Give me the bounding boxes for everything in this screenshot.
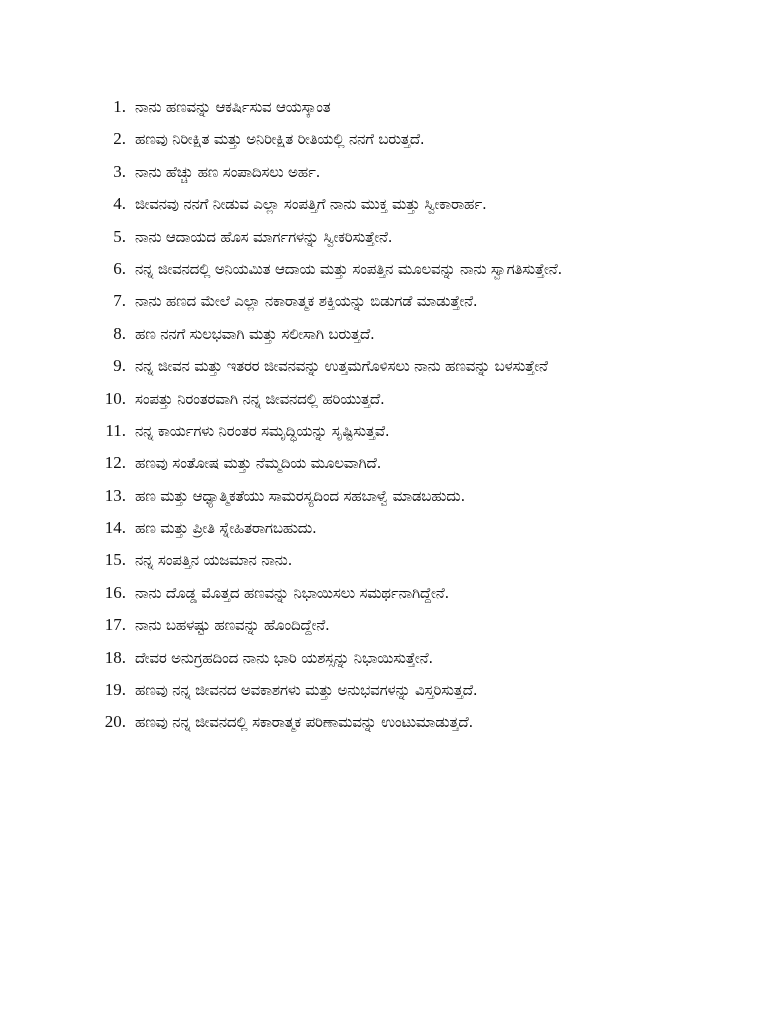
item-number: 4.: [113, 194, 126, 214]
list-item: [96, 188, 736, 220]
item-text: ನಾನು ಬಹಳಷ್ಟು ಹಣವನ್ನು ಹೊಂದಿದ್ದೇನೆ.: [135, 616, 330, 635]
item-number: 19.: [104, 680, 126, 700]
list-item: [96, 318, 736, 350]
item-text: ನಾನು ಹಣದ ಮೇಲೆ ಎಲ್ಲಾ ನಕಾರಾತ್ಮಕ ಶಕ್ತಿಯನ್ನು ಬಿಡುಗಡೆ ಮಾಡುತ್ತೇನೆ.: [135, 292, 478, 311]
item-number: 15.: [104, 550, 126, 570]
list-item: [96, 544, 736, 576]
item-text: ನಾನು ಆದಾಯದ ಹೊಸ ಮಾರ್ಗಗಳನ್ನು ಸ್ವೀಕರಿಸುತ್ತೇನೆ.: [135, 227, 393, 246]
item-number: 16.: [104, 582, 126, 602]
item-number: 11.: [105, 420, 126, 440]
item-number: 12.: [104, 453, 126, 473]
list-item: [96, 609, 736, 641]
list-item: [96, 480, 736, 512]
item-text: ಹಣವು ನಿರೀಕ್ಷಿತ ಮತ್ತು ಅನಿರೀಕ್ಷಿತ ರೀತಿಯಲ್ಲಿ ನನಗೆ ಬರುತ್ತದೆ.: [135, 130, 425, 149]
item-text: ನಾನು ಹೆಚ್ಚು ಹಣ ಸಂಪಾದಿಸಲು ಅರ್ಹ.: [135, 162, 321, 181]
list-item: [96, 674, 736, 706]
list-item: [96, 123, 736, 155]
item-number: 8.: [113, 323, 126, 343]
item-number: 20.: [104, 712, 126, 732]
list-item: [96, 350, 736, 382]
item-number: 14.: [104, 518, 126, 538]
list-item: [96, 285, 736, 317]
item-number: 2.: [113, 129, 126, 149]
item-text: ಹಣ ನನಗೆ ಸುಲಭವಾಗಿ ಮತ್ತು ಸಲೀಸಾಗಿ ಬರುತ್ತದೆ.: [135, 324, 375, 343]
affirmation-list: [96, 91, 736, 739]
list-item: [96, 642, 736, 674]
list-item: [96, 706, 736, 738]
list-item: [96, 253, 736, 285]
item-number: 17.: [104, 615, 126, 635]
item-text: ಸಂಪತ್ತು ನಿರಂತರವಾಗಿ ನನ್ನ ಜೀವನದಲ್ಲಿ ಹರಿಯುತ್ತದೆ.: [135, 389, 385, 408]
item-number: 5.: [113, 226, 126, 246]
item-number: 13.: [104, 485, 126, 505]
item-number: 18.: [104, 647, 126, 667]
list-item: [96, 91, 736, 123]
list-item: [96, 512, 736, 544]
item-number: 6.: [113, 258, 126, 278]
item-number: 7.: [113, 291, 126, 311]
list-item: [96, 383, 736, 415]
list-item: [96, 447, 736, 479]
item-text: ಹಣವು ನನ್ನ ಜೀವನದಲ್ಲಿ ಸಕಾರಾತ್ಮಕ ಪರಿಣಾಮವನ್ನು ಉಂಟುಮಾಡುತ್ತದೆ.: [135, 713, 474, 732]
item-number: 3.: [113, 161, 126, 181]
item-text: ಜೀವನವು ನನಗೆ ನೀಡುವ ಎಲ್ಲಾ ಸಂಪತ್ತಿಗೆ ನಾನು ಮುಕ್ತ ಮತ್ತು ಸ್ವೀಕಾರಾರ್ಹ.: [135, 195, 487, 214]
item-text: ನನ್ನ ಕಾರ್ಯಗಳು ನಿರಂತರ ಸಮೃದ್ಧಿಯನ್ನು ಸೃಷ್ಟಿಸುತ್ತವೆ.: [135, 421, 390, 440]
item-text: ನಾನು ಹಣವನ್ನು ಆಕರ್ಷಿಸುವ ಆಯಸ್ಕಾಂತ: [135, 98, 331, 116]
item-number: 1.: [113, 97, 126, 116]
item-text: ಹಣ ಮತ್ತು ಆಧ್ಯಾತ್ಮಿಕತೆಯು ಸಾಮರಸ್ಯದಿಂದ ಸಹಬಾಳ್ವೆ ಮಾಡಬಹುದು.: [135, 486, 466, 505]
list-item: [96, 415, 736, 447]
item-text: ಹಣವು ನನ್ನ ಜೀವನದ ಅವಕಾಶಗಳು ಮತ್ತು ಅನುಭವಗಳನ್ನು ವಿಸ್ತರಿಸುತ್ತದೆ.: [135, 681, 478, 700]
item-text: ನನ್ನ ಜೀವನ ಮತ್ತು ಇತರರ ಜೀವನವನ್ನು ಉತ್ತಮಗೊಳಿಸಲು ನಾನು ಹಣವನ್ನು ಬಳಸುತ್ತೇನೆ: [135, 357, 548, 376]
item-number: 9.: [113, 356, 126, 376]
item-number: 10.: [104, 388, 126, 408]
item-text: ನನ್ನ ಜೀವನದಲ್ಲಿ ಅನಿಯಮಿತ ಆದಾಯ ಮತ್ತು ಸಂಪತ್ತಿನ ಮೂಲವನ್ನು ನಾನು ಸ್ವಾಗತಿಸುತ್ತೇನೆ.: [135, 259, 563, 278]
item-text: ಹಣವು ಸಂತೋಷ ಮತ್ತು ನೆಮ್ಮದಿಯ ಮೂಲವಾಗಿದೆ.: [135, 454, 382, 473]
list-item: [96, 221, 736, 253]
list-item: [96, 577, 736, 609]
item-text: ನಾನು ದೊಡ್ಡ ಮೊತ್ತದ ಹಣವನ್ನು ನಿಭಾಯಿಸಲು ಸಮರ್ಥನಾಗಿದ್ದೇನೆ.: [135, 583, 450, 602]
item-text: ಹಣ ಮತ್ತು ಪ್ರೀತಿ ಸ್ನೇಹಿತರಾಗಬಹುದು.: [135, 519, 317, 538]
list-item: [96, 156, 736, 188]
item-text: ನನ್ನ ಸಂಪತ್ತಿನ ಯಜಮಾನ ನಾನು.: [135, 551, 293, 570]
item-text: ದೇವರ ಅನುಗ್ರಹದಿಂದ ನಾನು ಭಾರಿ ಯಶಸ್ಸನ್ನು ನಿಭಾಯಿಸುತ್ತೇನೆ.: [135, 648, 433, 667]
